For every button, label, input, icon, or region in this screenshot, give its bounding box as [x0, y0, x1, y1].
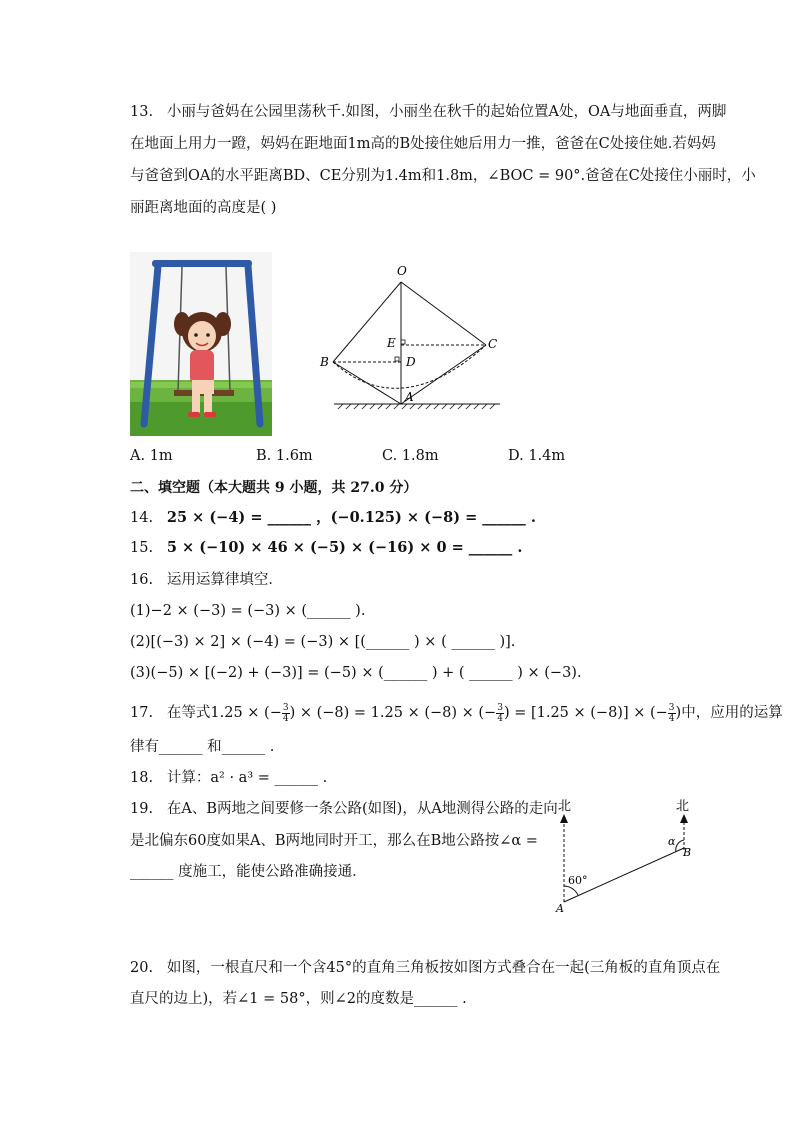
- label-A: A: [405, 390, 414, 404]
- question-text: 25 × (−4) = ______ ，(−0.125) × (−8) = ______ .: [166, 509, 536, 526]
- option-d[interactable]: D. 1.4m: [508, 448, 566, 464]
- question-text: 5 × (−10) × 46 × (−5) × (−16) × 0 = ______ .: [166, 539, 523, 556]
- question-number: 15.: [130, 540, 154, 556]
- question-text: 运用运算律填空．: [166, 572, 283, 588]
- q18: [130, 768, 327, 788]
- q16-part2: (2)[(−3) × 2] × (−4) = (−3) × [(______ ) × ( ______ )].: [130, 634, 516, 650]
- q16-part1: (1)−2 × (−3) = (−3) × (______ ).: [130, 603, 366, 619]
- q17-suffix: )中，应用的运算: [675, 705, 783, 721]
- q15: [130, 538, 522, 558]
- question-text: 如图，一根直尺和一个含45°的直角三角板按如图方式叠合在一起(三角板的直角顶点在: [166, 960, 721, 976]
- label-E: E: [387, 336, 396, 350]
- question-number: 20.: [130, 960, 154, 976]
- label-C: C: [488, 337, 498, 351]
- q17-line1: [130, 702, 783, 724]
- q13-line4: 丽距离地面的高度是( ): [130, 200, 277, 216]
- q16: [130, 570, 283, 590]
- fraction: $\frac{3}{4}$: [668, 702, 675, 724]
- label-angle-60: 60°: [568, 874, 588, 887]
- section-heading: 二、填空题（本大题共 9 小题，共 27.0 分）: [130, 480, 418, 496]
- question-text: 小丽与爸妈在公园里荡秋千.如图，小丽坐在秋千的起始位置A处，OA与地面垂直，两脚: [166, 104, 727, 120]
- north-arrow-icon: [560, 814, 568, 823]
- question-text: 在A、B两地之间要修一条公路(如图)，从A地测得公路的走向: [166, 801, 558, 817]
- q13-line3: 与爸爸到OA的水平距离BD、CE分别为1.4m和1.8m，∠BOC = 90°.爸爸在C处接住小丽时，小: [130, 168, 756, 184]
- road-direction-diagram: [548, 798, 708, 918]
- q20-line1: [130, 958, 720, 978]
- label-O: O: [397, 264, 407, 278]
- option-b[interactable]: B. 1.6m: [256, 448, 313, 464]
- fraction: $\frac{3}{4}$: [282, 702, 289, 724]
- label-A: A: [556, 902, 564, 915]
- q19-line3: ______ 度施工，能使公路准确接通．: [130, 864, 367, 880]
- question-number: 13.: [130, 104, 154, 120]
- swing-geometry-diagram: [316, 260, 506, 410]
- question-number: 16.: [130, 572, 154, 588]
- label-B: B: [320, 355, 329, 369]
- q13-line1: [130, 102, 726, 122]
- q16-part3: (3)(−5) × [(−2) + (−3)] = (−5) × (______ ) + ( ______ ) × (−3).: [130, 665, 582, 681]
- fraction: $\frac{3}{4}$: [497, 702, 503, 724]
- question-text: 计算：a² · a³ = ______ .: [166, 770, 328, 786]
- label-D: D: [406, 355, 416, 369]
- q20-line2: 直尺的边上)，若∠1 = 58°，则∠2的度数是______ .: [130, 991, 467, 1007]
- option-a[interactable]: A. 1m: [130, 448, 173, 464]
- q17-mid2: ) = [1.25 × (−8)] × (−: [503, 705, 668, 721]
- q19-line1: [130, 799, 558, 819]
- q17-prefix: 在等式1.25 × (−: [166, 705, 282, 721]
- question-number: 14.: [130, 510, 154, 526]
- q14: [130, 508, 536, 528]
- question-number: 17.: [130, 705, 154, 721]
- label-north-left: 北: [558, 799, 572, 814]
- option-c[interactable]: C. 1.8m: [382, 448, 439, 464]
- q17-line2: 律有______ 和______ .: [130, 739, 275, 755]
- label-alpha: α: [668, 835, 676, 848]
- question-number: 19.: [130, 801, 154, 817]
- q19-line2: 是北偏东60度如果A、B两地同时开工，那么在B地公路按∠α =: [130, 833, 538, 849]
- north-arrow-icon: [680, 814, 688, 823]
- question-number: 18.: [130, 770, 154, 786]
- q17-mid1: ) × (−8) = 1.25 × (−8) × (−: [289, 705, 497, 721]
- swing-illustration: [130, 252, 272, 436]
- label-B: B: [683, 846, 692, 859]
- q13-line2: 在地面上用力一蹬，妈妈在距地面1m高的B处接住她后用力一推，爸爸在C处接住她.若妈妈: [130, 136, 716, 152]
- label-north-right: 北: [676, 799, 690, 814]
